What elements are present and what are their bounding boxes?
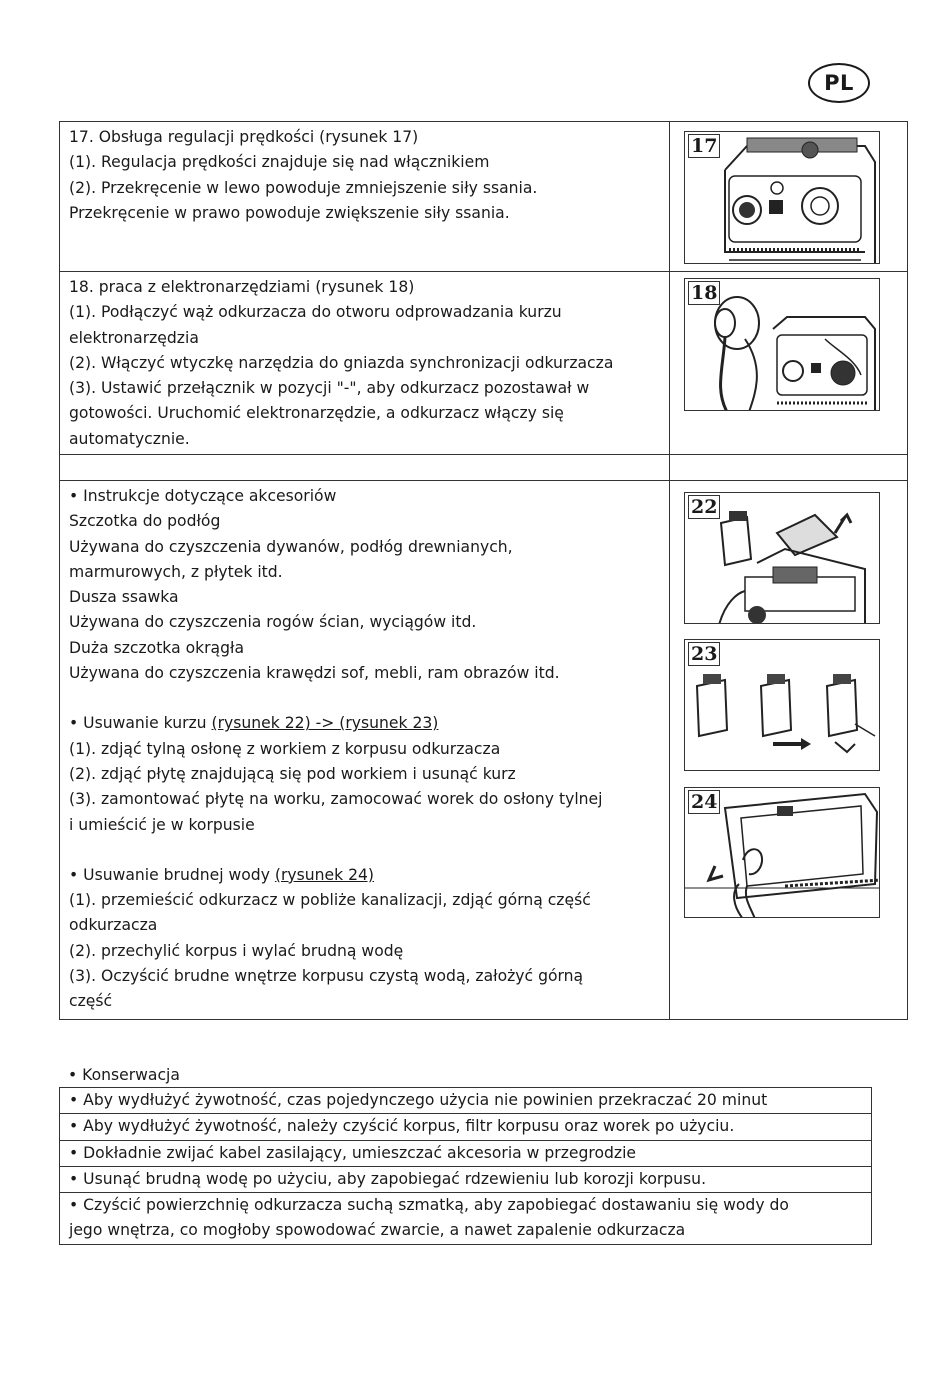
spacer-cell (60, 455, 670, 481)
figure-23-bag-steps (684, 639, 880, 771)
maintenance-row (60, 1166, 872, 1192)
section-18-text (60, 272, 670, 455)
maintenance-row (60, 1088, 872, 1114)
language-badge: PL (808, 63, 870, 103)
section-17-heading: 17. Obsługa regulacji prędkości (rysunek 17) (69, 128, 419, 146)
maintenance-item-line: • Czyścić powierzchnię odkurzacza suchą szmatką, aby zapobiegać dostawaniu się wody do (69, 1196, 789, 1215)
maintenance-item: • Dokładnie zwijać kabel zasilający, umieszczać akcesoria w przegrodzie (60, 1140, 872, 1166)
accessory-description: marmurowych, z płytek itd. (69, 562, 283, 581)
water-removal-step: (1). przemieścić odkurzacz w pobliże kanalizacji, zdjąć górną część (69, 891, 591, 910)
accessories-figure-cell (670, 481, 908, 1020)
section-17-figure-cell (670, 122, 908, 272)
blank-line (69, 686, 661, 711)
maintenance-title: • Konserwacja (68, 1066, 180, 1084)
figure-23-label: 23 (688, 642, 720, 666)
accessories-row (60, 481, 908, 1020)
accessory-description: Używana do czyszczenia dywanów, podłóg drewnianych, (69, 537, 513, 556)
dust-removal-heading (69, 711, 661, 736)
accessories-text (60, 481, 670, 1020)
water-removal-figure-reference: (rysunek 24) (274, 865, 375, 884)
section-18-row (60, 272, 908, 455)
figure-24-label: 24 (688, 790, 720, 814)
figure-22-remove-rear-cover (684, 492, 880, 624)
dust-removal-step: (1). zdjąć tylną osłonę z workiem z korpusu odkurzacza (69, 739, 501, 758)
dust-removal-step: (3). zamontować płytę na worku, zamocować worek do osłony tylnej (69, 790, 603, 809)
water-removal-title: • Usuwanie brudnej wody (69, 865, 275, 884)
section-18-line: (2). Włączyć wtyczkę narzędzia do gniazda synchronizacji odkurzacza (69, 353, 614, 372)
accessory-name: Dusza ssawka (69, 588, 179, 607)
accessory-name: Duża szczotka okrągła (69, 638, 245, 657)
figure-18-label: 18 (688, 281, 720, 305)
section-17-line: (1). Regulacja prędkości znajduje się nad włącznikiem (69, 153, 490, 172)
water-removal-step: część (69, 992, 113, 1011)
figure-24-empty-water (684, 787, 880, 918)
section-18-heading: 18. praca z elektronarzędziami (rysunek 18) (69, 278, 415, 296)
water-removal-step: odkurzacza (69, 916, 158, 935)
blank-line (69, 838, 661, 863)
section-17-line: Przekręcenie w prawo powoduje zwiększenie siły ssania. (69, 203, 510, 222)
spacer-cell (670, 455, 908, 481)
dust-removal-step: i umieścić je w korpusie (69, 815, 255, 834)
maintenance-item-multiline (60, 1193, 872, 1245)
section-17-line: (2). Przekręcenie w lewo powoduje zmniejszenie siły ssania. (69, 178, 538, 197)
dust-removal-title: • Usuwanie kurzu (69, 714, 212, 733)
water-removal-heading (69, 863, 661, 888)
dust-removal-step: (2). zdjąć płytę znajdującą się pod workiem i usunąć kurz (69, 764, 516, 783)
section-17-text (60, 122, 670, 272)
section-18-line: automatycznie. (69, 429, 190, 448)
accessory-description: Używana do czyszczenia krawędzi sof, mebli, ram obrazów itd. (69, 664, 560, 683)
maintenance-table (59, 1087, 872, 1245)
accessories-heading: • Instrukcje dotyczące akcesoriów (69, 487, 337, 505)
maintenance-item: • Aby wydłużyć żywotność, należy czyścić korpus, filtr korpusu oraz worek po użyciu. (60, 1114, 872, 1140)
maintenance-item: • Usunąć brudną wodę po użyciu, aby zapobiegać rdzewieniu lub korozji korpusu. (60, 1166, 872, 1192)
section-18-line: elektronarzędzia (69, 328, 199, 347)
maintenance-item: • Aby wydłużyć żywotność, czas pojedynczego użycia nie powinien przekraczać 20 minut (60, 1088, 872, 1114)
water-removal-step: (2). przechylić korpus i wylać brudną wodę (69, 941, 404, 960)
water-removal-step: (3). Oczyścić brudne wnętrze korpusu czystą wodą, założyć górną (69, 967, 584, 986)
maintenance-row (60, 1114, 872, 1140)
spacer-row (60, 455, 908, 481)
dust-removal-figure-reference: (rysunek 22) -> (rysunek 23) (211, 714, 439, 733)
section-18-line: (1). Podłączyć wąż odkurzacza do otworu odprowadzania kurzu (69, 303, 562, 322)
figure-17-label: 17 (688, 134, 720, 158)
figure-22-label: 22 (688, 495, 720, 519)
section-17-row (60, 122, 908, 272)
instructions-table (59, 121, 908, 1020)
section-18-figure-cell (670, 272, 908, 455)
figure-18-power-tool-connection (684, 278, 880, 411)
accessory-name: Szczotka do podłóg (69, 512, 221, 531)
section-18-line: gotowości. Uruchomić elektronarzędzie, a odkurzacz włączy się (69, 404, 564, 423)
maintenance-row (60, 1140, 872, 1166)
maintenance-item-line: jego wnętrza, co mogłoby spowodować zwarcie, a nawet zapalenie odkurzacza (69, 1221, 686, 1240)
accessory-description: Używana do czyszczenia rogów ścian, wyciągów itd. (69, 613, 477, 632)
figure-17-vacuum-control-panel (684, 131, 880, 264)
maintenance-row (60, 1193, 872, 1245)
section-18-line: (3). Ustawić przełącznik w pozycji "-", aby odkurzacz pozostawał w (69, 379, 590, 398)
